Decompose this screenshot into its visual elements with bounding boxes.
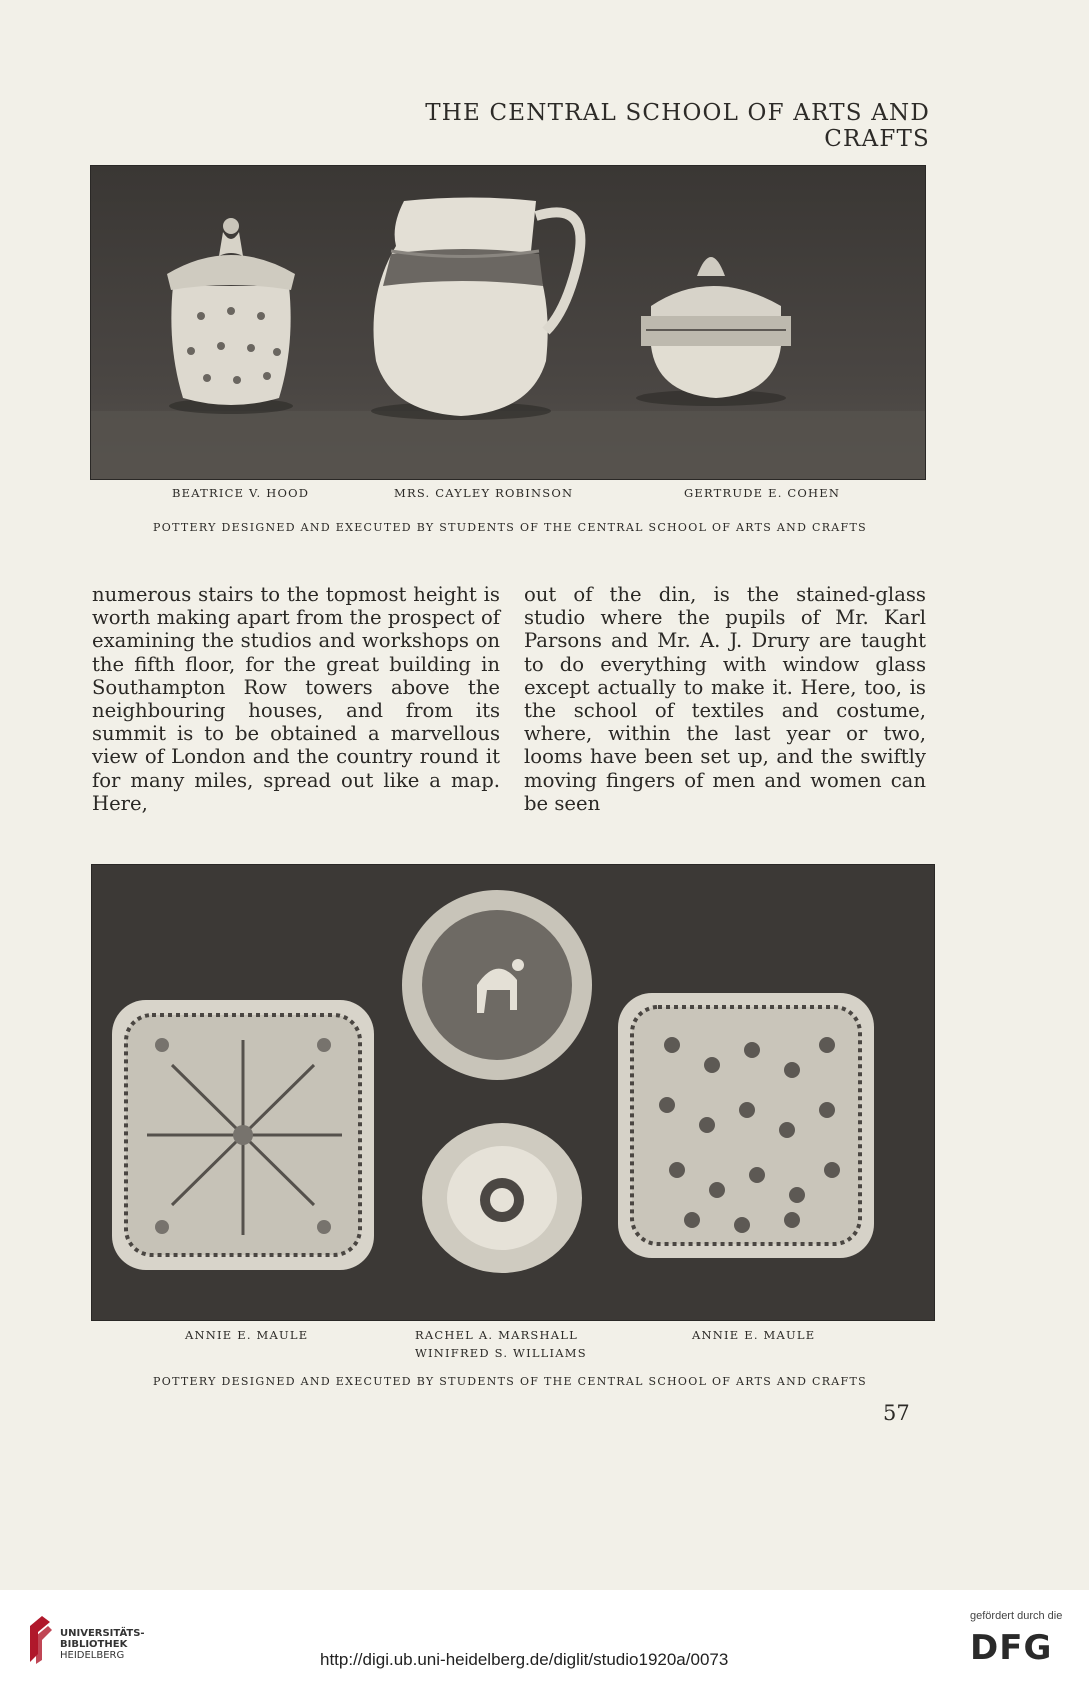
body-left-text: numerous stairs to the topmost height is worth making apart from the prospect of examining the studios and workshops on the fifth floor, for the great building in Southampton Row towers above the neighbouring houses, and from its summit is to be obtained a marvellous view of London and the country round it for many miles, spread out like a map. Here, <box>92 583 500 815</box>
pottery-photo-bottom <box>91 864 935 1321</box>
body-right-column <box>524 583 926 815</box>
caption-annie-maule-right: ANNIE E. MAULE <box>692 1328 816 1342</box>
page-number: 57 <box>883 1401 910 1425</box>
library-line3: HEIDELBERG <box>60 1650 125 1661</box>
round-bowl-top <box>402 890 592 1080</box>
body-left-column <box>92 583 500 815</box>
square-dish-right <box>618 993 874 1258</box>
caption-rachel-marshall: RACHEL A. MARSHALL <box>415 1328 578 1342</box>
caption-gertrude-cohen: GERTRUDE E. COHEN <box>684 486 841 500</box>
round-bowl-bottom <box>422 1123 582 1273</box>
caption-winifred-williams: WINIFRED S. WILLIAMS <box>415 1346 587 1360</box>
library-line2: BIBLIOTHEK <box>60 1639 128 1650</box>
library-name <box>60 1628 145 1661</box>
caption-cayley-robinson: MRS. CAYLEY ROBINSON <box>394 486 574 500</box>
library-logo-icon <box>26 1612 54 1670</box>
dfg-logo: DFG <box>970 1628 1053 1668</box>
caption-annie-maule-left: ANNIE E. MAULE <box>185 1328 309 1342</box>
pottery-photo-top <box>90 165 926 480</box>
caption-beatrice-hood: BEATRICE V. HOOD <box>172 486 310 500</box>
body-right-text: out of the din, is the stained-glass studio where the pupils of Mr. Karl Parsons and Mr. A. J. Drury are taught to do everything with window glass except actually to make it. Here, too, is the school of textiles and costume, where, within the last year or two, looms have been set up, and the swiftly moving fingers of men and women can be seen <box>524 583 926 815</box>
funded-by-label: gefördert durch die <box>970 1610 1063 1622</box>
source-url-link[interactable]: http://digi.ub.uni-heidelberg.de/diglit/studio1920a/0073 <box>320 1650 729 1669</box>
figure1-credit: POTTERY DESIGNED AND EXECUTED BY STUDENTS OF THE CENTRAL SCHOOL OF ARTS AND CRAFTS <box>153 521 867 534</box>
library-line1: UNIVERSITÄTS- <box>60 1628 145 1639</box>
figure2-credit: POTTERY DESIGNED AND EXECUTED BY STUDENTS OF THE CENTRAL SCHOOL OF ARTS AND CRAFTS <box>153 1375 867 1388</box>
square-dish-left <box>112 1000 374 1270</box>
running-title: THE CENTRAL SCHOOL OF ARTS AND CRAFTS <box>425 100 930 152</box>
